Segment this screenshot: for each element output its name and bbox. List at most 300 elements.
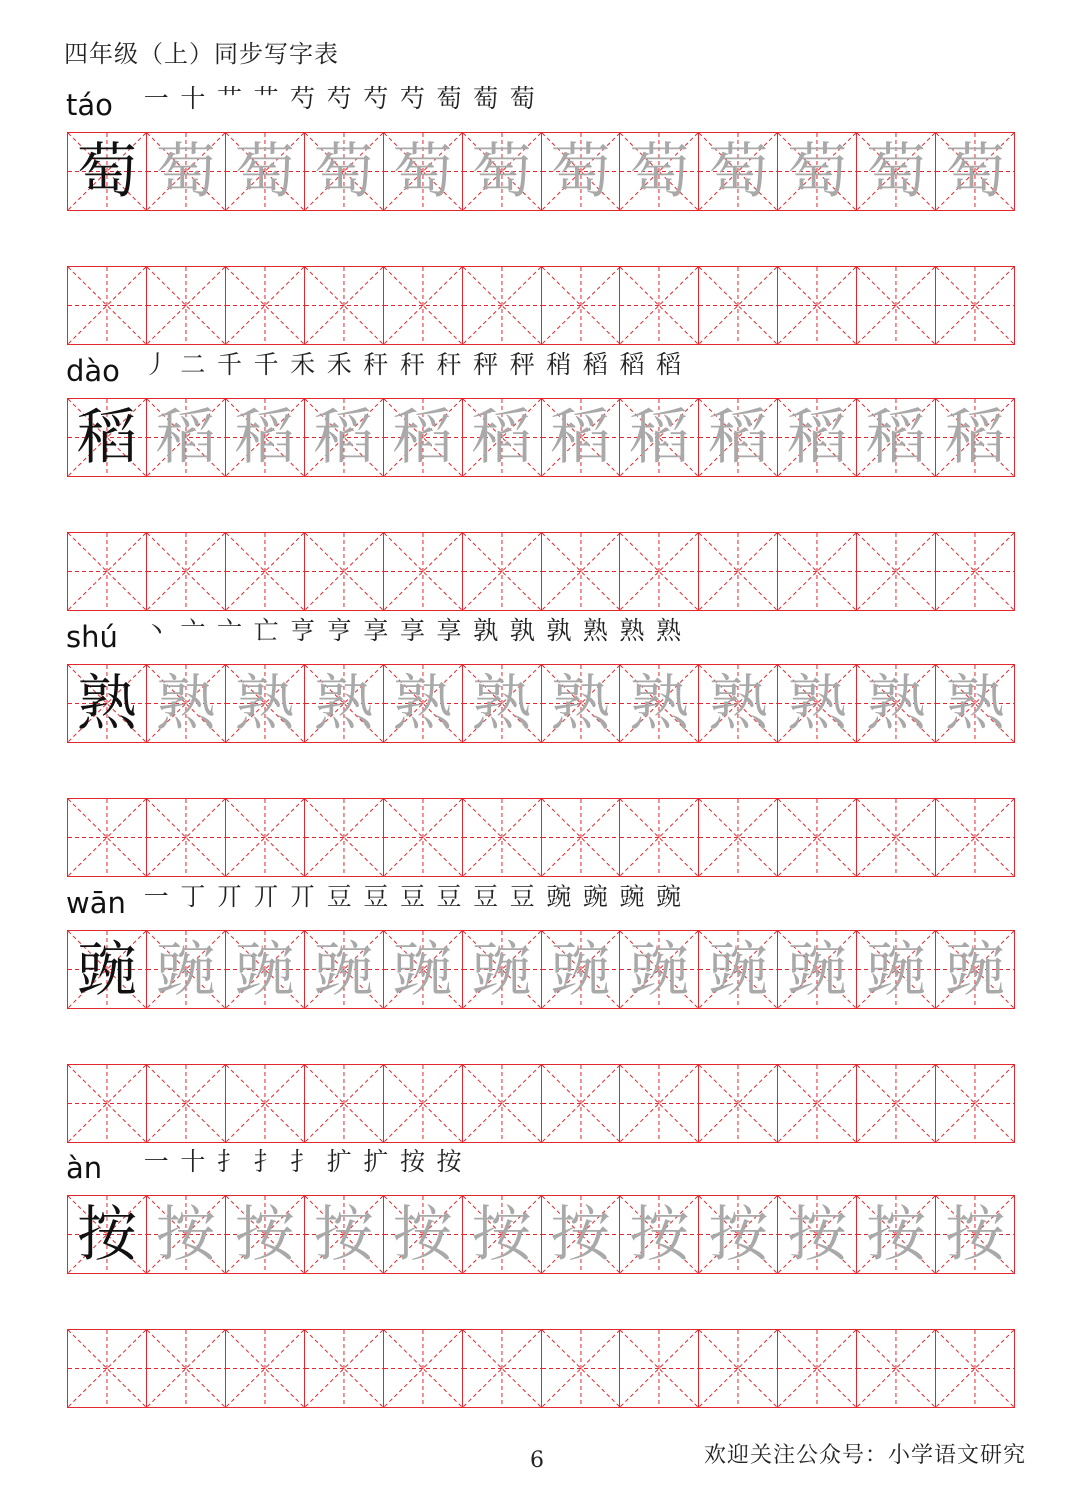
- tracing-row: [67, 930, 1015, 1009]
- trace-cell: [777, 665, 856, 742]
- stroke-order: [138, 880, 687, 914]
- cell-guide-lines: [305, 1330, 383, 1407]
- stroke-order: [138, 348, 687, 382]
- trace-character: 萄: [313, 136, 374, 207]
- practice-cell[interactable]: [619, 799, 698, 876]
- cell-guide-lines: [857, 533, 935, 610]
- practice-cell[interactable]: [698, 1330, 777, 1407]
- trace-cell: [146, 665, 225, 742]
- practice-cell[interactable]: [225, 1065, 304, 1142]
- practice-cell[interactable]: [541, 267, 620, 344]
- practice-cell[interactable]: [146, 1330, 225, 1407]
- cell-guide-lines: [542, 267, 620, 344]
- trace-character: 熟: [155, 668, 216, 739]
- cell-guide-lines: [620, 533, 698, 610]
- trace-cell: [462, 133, 541, 210]
- stroke-step: 秆: [436, 350, 462, 379]
- trace-character: 熟: [313, 668, 374, 739]
- trace-cell: [225, 133, 304, 210]
- cell-guide-lines: [699, 533, 777, 610]
- trace-character: 稻: [866, 402, 927, 473]
- practice-cell[interactable]: [146, 267, 225, 344]
- trace-character: 萄: [945, 136, 1006, 207]
- trace-cell: [698, 931, 777, 1008]
- page-number: 6: [530, 1448, 544, 1473]
- stroke-step: 享: [436, 616, 462, 645]
- trace-character: 按: [234, 1199, 295, 1270]
- trace-character: 按: [629, 1199, 690, 1270]
- practice-cell[interactable]: [225, 799, 304, 876]
- trace-character: 豌: [550, 934, 611, 1005]
- stroke-step: 豌: [546, 882, 572, 911]
- practice-cell[interactable]: [777, 1330, 856, 1407]
- practice-cell[interactable]: [462, 1065, 541, 1142]
- trace-character: 稻: [550, 402, 611, 473]
- trace-character: 稻: [471, 402, 532, 473]
- practice-cell[interactable]: [304, 533, 383, 610]
- trace-cell: [462, 399, 541, 476]
- cell-guide-lines: [542, 533, 620, 610]
- practice-cell[interactable]: [856, 1065, 935, 1142]
- stroke-step: 豆: [509, 882, 535, 911]
- trace-cell: [935, 665, 1014, 742]
- cell-guide-lines: [68, 799, 146, 876]
- trace-cell: [856, 931, 935, 1008]
- cell-guide-lines: [778, 533, 856, 610]
- practice-cell[interactable]: [935, 1330, 1014, 1407]
- practice-cell[interactable]: [541, 1065, 620, 1142]
- cell-guide-lines: [936, 533, 1014, 610]
- trace-character: 稻: [629, 402, 690, 473]
- trace-cell: [541, 665, 620, 742]
- trace-character: 按: [708, 1199, 769, 1270]
- trace-character: 按: [392, 1199, 453, 1270]
- trace-character: 萄: [550, 136, 611, 207]
- trace-cell: [146, 1196, 225, 1273]
- practice-cell[interactable]: [462, 1330, 541, 1407]
- trace-character: 稻: [234, 402, 295, 473]
- practice-cell[interactable]: [935, 267, 1014, 344]
- trace-cell: [146, 133, 225, 210]
- stroke-step: 扌: [253, 1147, 279, 1176]
- trace-cell: [541, 931, 620, 1008]
- practice-row: [67, 532, 1015, 611]
- trace-character: 按: [787, 1199, 848, 1270]
- trace-character: 萄: [155, 136, 216, 207]
- stroke-step: 千: [216, 350, 242, 379]
- cell-guide-lines: [857, 799, 935, 876]
- trace-character: 稻: [155, 402, 216, 473]
- cell-guide-lines: [305, 1065, 383, 1142]
- trace-character: 豌: [392, 934, 453, 1005]
- trace-character: 稻: [708, 402, 769, 473]
- cell-guide-lines: [463, 267, 541, 344]
- cell-guide-lines: [384, 1065, 462, 1142]
- cell-guide-lines: [699, 1330, 777, 1407]
- trace-cell: [383, 1196, 462, 1273]
- stroke-step: 亨: [290, 616, 316, 645]
- trace-character: 萄: [392, 136, 453, 207]
- cell-guide-lines: [305, 799, 383, 876]
- cell-guide-lines: [463, 1065, 541, 1142]
- stroke-step: 享: [363, 616, 389, 645]
- trace-character: 萄: [787, 136, 848, 207]
- trace-cell: [304, 665, 383, 742]
- model-character: 熟: [76, 668, 137, 739]
- tracing-row: [67, 1195, 1015, 1274]
- practice-cell[interactable]: [68, 533, 146, 610]
- model-cell: [68, 665, 146, 742]
- footer-note: 欢迎关注公众号：小学语文研究: [704, 1443, 1027, 1468]
- practice-cell[interactable]: [146, 533, 225, 610]
- trace-cell: [225, 399, 304, 476]
- stroke-step: 豆: [399, 882, 425, 911]
- trace-character: 按: [471, 1199, 532, 1270]
- cell-guide-lines: [226, 799, 304, 876]
- trace-cell: [856, 1196, 935, 1273]
- pinyin-label: shú: [66, 620, 118, 654]
- trace-cell: [619, 1196, 698, 1273]
- cell-guide-lines: [857, 1330, 935, 1407]
- practice-cell[interactable]: [68, 1065, 146, 1142]
- practice-cell[interactable]: [856, 533, 935, 610]
- practice-cell[interactable]: [462, 267, 541, 344]
- cell-guide-lines: [936, 1330, 1014, 1407]
- cell-guide-lines: [857, 1065, 935, 1142]
- cell-guide-lines: [305, 267, 383, 344]
- trace-character: 萄: [629, 136, 690, 207]
- pinyin-label: wān: [66, 886, 126, 920]
- practice-cell[interactable]: [383, 799, 462, 876]
- cell-guide-lines: [936, 799, 1014, 876]
- practice-cell[interactable]: [462, 533, 541, 610]
- practice-cell[interactable]: [777, 267, 856, 344]
- practice-cell[interactable]: [777, 533, 856, 610]
- stroke-step: 芍: [290, 84, 316, 113]
- practice-cell[interactable]: [383, 1330, 462, 1407]
- cell-guide-lines: [226, 267, 304, 344]
- cell-guide-lines: [542, 1065, 620, 1142]
- model-character: 萄: [76, 136, 137, 207]
- stroke-step: 一: [143, 882, 169, 911]
- stroke-step: 二: [180, 350, 206, 379]
- trace-character: 豌: [471, 934, 532, 1005]
- cell-guide-lines: [147, 1330, 225, 1407]
- practice-row: [67, 266, 1015, 345]
- practice-cell[interactable]: [698, 1065, 777, 1142]
- trace-cell: [777, 931, 856, 1008]
- trace-cell: [146, 399, 225, 476]
- stroke-step: 按: [399, 1147, 425, 1176]
- practice-cell[interactable]: [698, 799, 777, 876]
- stroke-step: 稍: [546, 350, 572, 379]
- practice-cell[interactable]: [304, 1065, 383, 1142]
- stroke-step: 扌: [216, 1147, 242, 1176]
- trace-character: 萄: [708, 136, 769, 207]
- stroke-step: 萄: [509, 84, 535, 113]
- trace-character: 稻: [787, 402, 848, 473]
- trace-character: 稻: [392, 402, 453, 473]
- stroke-step: 扩: [326, 1147, 352, 1176]
- trace-cell: [383, 931, 462, 1008]
- stroke-step: 熟: [656, 616, 682, 645]
- cell-guide-lines: [936, 1065, 1014, 1142]
- trace-cell: [619, 931, 698, 1008]
- practice-cell[interactable]: [856, 1330, 935, 1407]
- cell-guide-lines: [226, 533, 304, 610]
- stroke-step: 亠: [180, 616, 206, 645]
- cell-guide-lines: [778, 799, 856, 876]
- trace-character: 豌: [708, 934, 769, 1005]
- practice-cell[interactable]: [856, 799, 935, 876]
- practice-cell[interactable]: [304, 799, 383, 876]
- practice-cell[interactable]: [698, 267, 777, 344]
- practice-cell[interactable]: [225, 1330, 304, 1407]
- practice-cell[interactable]: [619, 1330, 698, 1407]
- trace-cell: [777, 1196, 856, 1273]
- practice-cell[interactable]: [462, 799, 541, 876]
- trace-cell: [462, 665, 541, 742]
- stroke-step: 豆: [363, 882, 389, 911]
- trace-cell: [935, 399, 1014, 476]
- cell-guide-lines: [620, 799, 698, 876]
- stroke-step: 豌: [582, 882, 608, 911]
- stroke-step: 十: [180, 84, 206, 113]
- stroke-step: 萄: [436, 84, 462, 113]
- pinyin-label: táo: [66, 88, 113, 122]
- cell-guide-lines: [384, 799, 462, 876]
- stroke-step: 稻: [582, 350, 608, 379]
- cell-guide-lines: [305, 533, 383, 610]
- practice-cell[interactable]: [68, 267, 146, 344]
- stroke-step: 一: [143, 1147, 169, 1176]
- trace-character: 按: [313, 1199, 374, 1270]
- cell-guide-lines: [384, 1330, 462, 1407]
- trace-character: 豌: [629, 934, 690, 1005]
- trace-cell: [304, 931, 383, 1008]
- trace-cell: [777, 133, 856, 210]
- model-cell: [68, 399, 146, 476]
- stroke-step: 芍: [363, 84, 389, 113]
- practice-cell[interactable]: [856, 267, 935, 344]
- practice-cell[interactable]: [777, 799, 856, 876]
- stroke-step: 按: [436, 1147, 462, 1176]
- stroke-step: 丌: [290, 882, 316, 911]
- stroke-step: 熟: [619, 616, 645, 645]
- practice-cell[interactable]: [619, 1065, 698, 1142]
- trace-character: 熟: [787, 668, 848, 739]
- cell-guide-lines: [226, 1330, 304, 1407]
- practice-row: [67, 1064, 1015, 1143]
- trace-cell: [304, 133, 383, 210]
- trace-character: 豌: [234, 934, 295, 1005]
- practice-cell[interactable]: [225, 267, 304, 344]
- trace-cell: [698, 399, 777, 476]
- cell-guide-lines: [778, 267, 856, 344]
- practice-cell[interactable]: [935, 533, 1014, 610]
- trace-character: 熟: [392, 668, 453, 739]
- stroke-step: 稻: [619, 350, 645, 379]
- stroke-step: 秤: [509, 350, 535, 379]
- stroke-step: 禾: [326, 350, 352, 379]
- practice-cell[interactable]: [935, 1065, 1014, 1142]
- stroke-step: 扌: [290, 1147, 316, 1176]
- stroke-order: [138, 1145, 467, 1179]
- page-title: 四年级（上）同步写字表: [64, 40, 339, 68]
- model-cell: [68, 133, 146, 210]
- practice-cell[interactable]: [619, 533, 698, 610]
- trace-cell: [383, 399, 462, 476]
- stroke-step: 丌: [253, 882, 279, 911]
- cell-guide-lines: [699, 799, 777, 876]
- trace-character: 豌: [155, 934, 216, 1005]
- trace-character: 稻: [313, 402, 374, 473]
- model-character: 按: [76, 1199, 137, 1270]
- stroke-step: 秆: [363, 350, 389, 379]
- stroke-step: 千: [253, 350, 279, 379]
- cell-guide-lines: [147, 267, 225, 344]
- stroke-order: [138, 614, 687, 648]
- practice-cell[interactable]: [619, 267, 698, 344]
- stroke-step: 豆: [326, 882, 352, 911]
- cell-guide-lines: [147, 799, 225, 876]
- cell-guide-lines: [68, 533, 146, 610]
- cell-guide-lines: [620, 1330, 698, 1407]
- stroke-step: 熟: [582, 616, 608, 645]
- stroke-step: 丶: [143, 616, 169, 645]
- trace-character: 萄: [471, 136, 532, 207]
- trace-cell: [225, 931, 304, 1008]
- cell-guide-lines: [936, 267, 1014, 344]
- pinyin-label: àn: [66, 1151, 103, 1185]
- trace-character: 豌: [866, 934, 927, 1005]
- trace-character: 按: [155, 1199, 216, 1270]
- trace-character: 按: [945, 1199, 1006, 1270]
- trace-cell: [619, 133, 698, 210]
- stroke-step: 秆: [399, 350, 425, 379]
- stroke-step: 孰: [509, 616, 535, 645]
- trace-cell: [541, 1196, 620, 1273]
- cell-guide-lines: [620, 1065, 698, 1142]
- trace-character: 按: [550, 1199, 611, 1270]
- practice-cell[interactable]: [383, 1065, 462, 1142]
- stroke-step: 豌: [656, 882, 682, 911]
- cell-guide-lines: [778, 1065, 856, 1142]
- cell-guide-lines: [463, 1330, 541, 1407]
- practice-cell[interactable]: [383, 267, 462, 344]
- stroke-step: 豆: [436, 882, 462, 911]
- cell-guide-lines: [463, 533, 541, 610]
- stroke-step: 孰: [546, 616, 572, 645]
- model-character: 豌: [76, 934, 137, 1005]
- cell-guide-lines: [226, 1065, 304, 1142]
- trace-character: 豌: [313, 934, 374, 1005]
- trace-cell: [698, 665, 777, 742]
- stroke-step: 豆: [473, 882, 499, 911]
- stroke-step: 孰: [473, 616, 499, 645]
- trace-character: 熟: [708, 668, 769, 739]
- cell-guide-lines: [542, 799, 620, 876]
- practice-cell[interactable]: [935, 799, 1014, 876]
- practice-cell[interactable]: [541, 533, 620, 610]
- trace-cell: [541, 399, 620, 476]
- cell-guide-lines: [542, 1330, 620, 1407]
- trace-cell: [935, 931, 1014, 1008]
- stroke-step: 芍: [399, 84, 425, 113]
- stroke-step: 芍: [326, 84, 352, 113]
- cell-guide-lines: [68, 1065, 146, 1142]
- trace-cell: [146, 931, 225, 1008]
- trace-character: 稻: [945, 402, 1006, 473]
- cell-guide-lines: [463, 799, 541, 876]
- trace-character: 豌: [787, 934, 848, 1005]
- practice-cell[interactable]: [68, 799, 146, 876]
- model-cell: [68, 931, 146, 1008]
- cell-guide-lines: [147, 1065, 225, 1142]
- practice-cell[interactable]: [698, 533, 777, 610]
- trace-cell: [935, 1196, 1014, 1273]
- cell-guide-lines: [857, 267, 935, 344]
- stroke-step: 亨: [326, 616, 352, 645]
- stroke-step: 丌: [216, 882, 242, 911]
- trace-cell: [619, 665, 698, 742]
- cell-guide-lines: [699, 1065, 777, 1142]
- stroke-step: 禾: [290, 350, 316, 379]
- trace-cell: [304, 399, 383, 476]
- stroke-step: 艹: [253, 84, 279, 113]
- practice-cell[interactable]: [304, 267, 383, 344]
- trace-cell: [225, 665, 304, 742]
- practice-cell[interactable]: [68, 1330, 146, 1407]
- stroke-step: 豌: [619, 882, 645, 911]
- trace-cell: [619, 399, 698, 476]
- trace-cell: [541, 133, 620, 210]
- trace-cell: [383, 133, 462, 210]
- practice-cell[interactable]: [146, 1065, 225, 1142]
- stroke-step: 萄: [473, 84, 499, 113]
- practice-cell[interactable]: [146, 799, 225, 876]
- trace-cell: [225, 1196, 304, 1273]
- trace-cell: [777, 399, 856, 476]
- trace-cell: [856, 665, 935, 742]
- model-character: 稻: [76, 402, 137, 473]
- practice-cell[interactable]: [541, 1330, 620, 1407]
- stroke-step: 艹: [216, 84, 242, 113]
- cell-guide-lines: [68, 267, 146, 344]
- model-cell: [68, 1196, 146, 1273]
- stroke-step: 亠: [216, 616, 242, 645]
- practice-row: [67, 1329, 1015, 1408]
- trace-character: 熟: [234, 668, 295, 739]
- practice-cell[interactable]: [383, 533, 462, 610]
- trace-character: 熟: [629, 668, 690, 739]
- trace-cell: [304, 1196, 383, 1273]
- cell-guide-lines: [147, 533, 225, 610]
- pinyin-label: dào: [66, 354, 120, 388]
- trace-character: 按: [866, 1199, 927, 1270]
- practice-cell[interactable]: [541, 799, 620, 876]
- cell-guide-lines: [778, 1330, 856, 1407]
- practice-cell[interactable]: [304, 1330, 383, 1407]
- tracing-row: [67, 398, 1015, 477]
- stroke-step: 享: [399, 616, 425, 645]
- practice-cell[interactable]: [777, 1065, 856, 1142]
- practice-cell[interactable]: [225, 533, 304, 610]
- trace-cell: [698, 133, 777, 210]
- trace-cell: [698, 1196, 777, 1273]
- trace-character: 豌: [945, 934, 1006, 1005]
- trace-character: 熟: [550, 668, 611, 739]
